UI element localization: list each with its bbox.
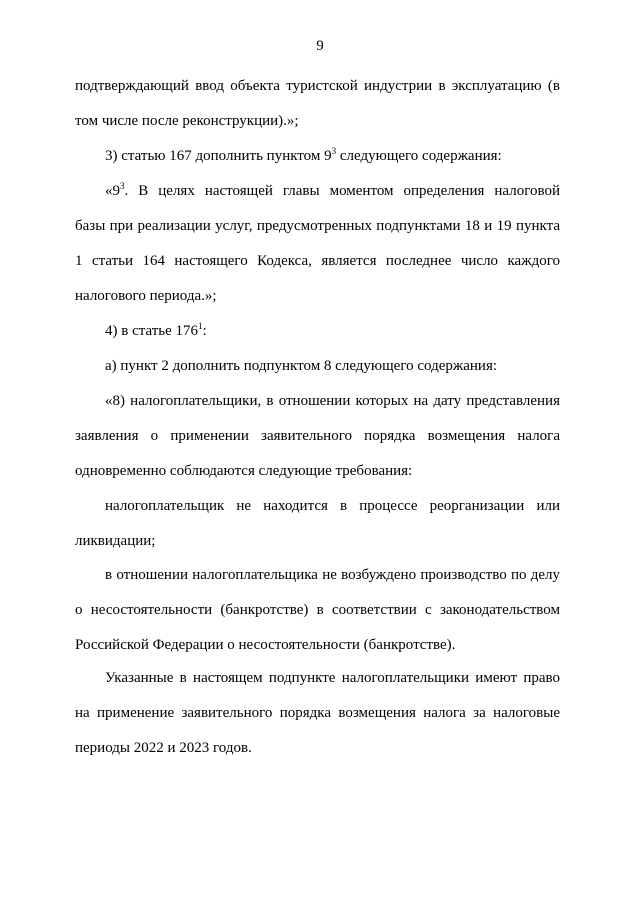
paragraph-3-text: «9	[105, 183, 120, 199]
paragraph-1	[75, 69, 560, 139]
paragraph-4-text-end: :	[202, 323, 207, 339]
paragraph-3-superscript: 3	[120, 181, 125, 191]
paragraph-9-line-1: Указанные в настоящем подпункте налогоплательщики имеют право	[105, 670, 560, 686]
paragraph-3	[75, 174, 560, 314]
paragraph-4-superscript: 1	[198, 321, 203, 331]
paragraph-1-line-2: том числе после реконструкции).»;	[75, 113, 299, 129]
paragraph-4-text: 4) в статье 176	[105, 323, 199, 339]
paragraph-5: а) пункт 2 дополнить подпунктом 8 следующего содержания:	[105, 358, 498, 374]
paragraph-8-line-1: в отношении налогоплательщика не возбуждено производство по делу	[105, 567, 560, 583]
paragraph-8	[75, 558, 560, 663]
paragraph-7-line-2: ликвидации;	[75, 533, 156, 549]
paragraph-3-line-2: базы при реализации услуг, предусмотренных подпунктами 18 и 19 пункта	[75, 218, 560, 234]
paragraph-4	[75, 314, 560, 349]
paragraph-1-line-1: подтверждающий ввод объекта туристской индустрии в эксплуатацию (в	[75, 78, 560, 94]
paragraph-9	[75, 661, 560, 766]
page-number: 9	[316, 38, 324, 54]
paragraph-8-line-2: о несостоятельности (банкротстве) в соответствии с законодательством	[75, 602, 560, 618]
paragraph-3-text-end: . В целях настоящей главы моментом определения налоговой	[124, 183, 560, 199]
paragraph-6-line-2: заявления о применении заявительного порядка возмещения налога	[75, 428, 560, 444]
paragraph-9-line-2: на применение заявительного порядка возмещения налога за налоговые	[75, 705, 560, 721]
paragraph-3-line-4: налогового периода.»;	[75, 288, 217, 304]
paragraph-3-line-1	[75, 174, 560, 209]
paragraph-6-line-3: одновременно соблюдаются следующие требования:	[75, 463, 413, 479]
paragraph-2-text-end: следующего содержания:	[336, 148, 502, 164]
paragraph-6	[75, 384, 560, 489]
paragraph-6-line-1: «8) налогоплательщики, в отношении которых на дату представления	[105, 393, 560, 409]
paragraph-7-line-1: налогоплательщик не находится в процессе реорганизации или	[105, 498, 560, 514]
paragraph-2-superscript: 3	[331, 146, 337, 156]
paragraph-2	[75, 139, 560, 174]
paragraph-8-line-3: Российской Федерации о несостоятельности (банкротстве).	[75, 637, 456, 653]
paragraph-9-line-3: периоды 2022 и 2023 годов.	[75, 740, 252, 756]
paragraph-7	[75, 489, 560, 559]
paragraph-3-line-3: 1 статьи 164 настоящего Кодекса, является последнее число каждого	[75, 253, 560, 269]
paragraph-2-text: 3) статью 167 дополнить пунктом 9	[105, 148, 332, 164]
